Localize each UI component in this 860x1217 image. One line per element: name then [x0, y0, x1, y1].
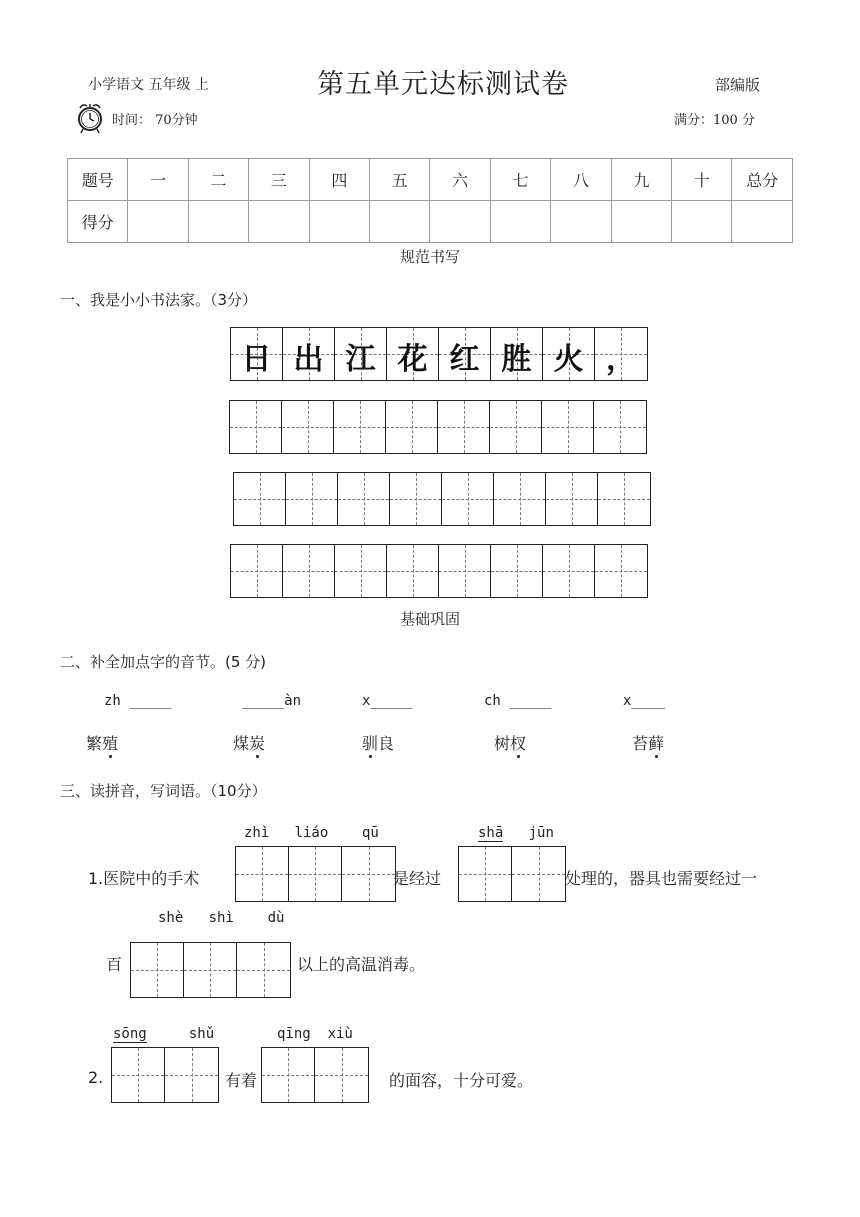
- table-cell: 七: [490, 159, 550, 201]
- writing-grid-row[interactable]: [233, 472, 651, 526]
- writing-cell[interactable]: [286, 473, 338, 525]
- writing-cell[interactable]: [512, 847, 565, 901]
- writing-cell[interactable]: [342, 847, 395, 901]
- model-char: 红: [449, 342, 480, 377]
- writing-grid-row[interactable]: [230, 544, 648, 598]
- writing-cell[interactable]: [289, 847, 342, 901]
- writing-cell[interactable]: [442, 473, 494, 525]
- pinyin-underlined: shā: [478, 825, 504, 841]
- model-cell: [283, 328, 335, 380]
- score-input-cell[interactable]: [249, 201, 309, 243]
- table-cell: 总分: [732, 159, 793, 201]
- q1-label: 一、我是小小书法家。（3分）: [60, 291, 258, 309]
- writing-cell[interactable]: [112, 1048, 165, 1102]
- pinyin-blank[interactable]: x_____: [362, 693, 413, 709]
- writing-cell[interactable]: [237, 943, 290, 997]
- copy-model-grid: [230, 327, 648, 381]
- page-title: 第五单元达标测试卷: [317, 69, 569, 100]
- writing-cell[interactable]: [490, 401, 542, 453]
- pinyin-syllable: shǔ: [188, 1026, 215, 1042]
- writing-cell[interactable]: [438, 401, 490, 453]
- sentence-text: 以上的高温消毒。: [297, 955, 426, 974]
- dotted-char: 杈: [510, 734, 527, 753]
- writing-cell[interactable]: [231, 545, 283, 597]
- sentence-text: 百: [106, 955, 123, 974]
- writing-cell[interactable]: [334, 401, 386, 453]
- sentence-text: 1.医院中的手术: [88, 869, 200, 888]
- answer-grid[interactable]: [261, 1047, 369, 1103]
- answer-grid[interactable]: [130, 942, 291, 998]
- section-basic-heading: 基础巩固: [399, 610, 460, 628]
- pinyin-prompt: shè shì dù: [158, 910, 285, 926]
- writing-cell[interactable]: [598, 473, 650, 525]
- model-char: 花: [397, 342, 428, 377]
- alarm-clock-icon: [77, 102, 103, 134]
- section-writing-heading: 规范书写: [399, 248, 460, 266]
- model-char: 出: [293, 342, 324, 377]
- pinyin-blank[interactable]: ch _____: [484, 693, 552, 709]
- writing-cell[interactable]: [131, 943, 184, 997]
- pinyin-prompt: [113, 1026, 214, 1042]
- pinyin-prompt: [478, 825, 554, 841]
- writing-cell[interactable]: [459, 847, 512, 901]
- writing-cell[interactable]: [184, 943, 237, 997]
- score-input-cell[interactable]: [611, 201, 671, 243]
- table-cell: 十: [672, 159, 732, 201]
- writing-cell[interactable]: [283, 545, 335, 597]
- writing-cell[interactable]: [390, 473, 442, 525]
- table-row: [68, 201, 793, 243]
- sentence-text: 有着: [225, 1071, 258, 1090]
- writing-cell[interactable]: [594, 401, 646, 453]
- score-input-cell[interactable]: [128, 201, 188, 243]
- score-input-cell[interactable]: [732, 201, 793, 243]
- score-input-cell[interactable]: [309, 201, 369, 243]
- writing-cell[interactable]: [542, 401, 594, 453]
- writing-cell[interactable]: [387, 545, 439, 597]
- writing-cell[interactable]: [234, 473, 286, 525]
- model-char: 江: [345, 342, 376, 377]
- writing-cell[interactable]: [165, 1048, 218, 1102]
- model-char: 火: [553, 342, 584, 377]
- table-cell: 三: [249, 159, 309, 201]
- model-cell: [335, 328, 387, 380]
- table-cell: 四: [309, 159, 369, 201]
- pinyin-blank[interactable]: zh _____: [104, 693, 172, 709]
- writing-cell[interactable]: [494, 473, 546, 525]
- word-item: [233, 731, 265, 754]
- writing-cell[interactable]: [386, 401, 438, 453]
- table-cell: 题号: [68, 159, 128, 201]
- writing-cell[interactable]: [491, 545, 543, 597]
- model-cell: [491, 328, 543, 380]
- table-cell: 九: [611, 159, 671, 201]
- pinyin-blank[interactable]: _____àn: [242, 693, 302, 709]
- time-limit: 时间： 70分钟: [112, 113, 198, 128]
- q2-label: 二、补全加点字的音节。(5 分): [60, 653, 267, 671]
- dotted-char: 炭: [249, 734, 266, 753]
- writing-cell[interactable]: [595, 545, 647, 597]
- model-cell: [543, 328, 595, 380]
- writing-grid-row[interactable]: [229, 400, 647, 454]
- subject-grade: 小学语文 五年级 上: [88, 77, 209, 93]
- writing-cell[interactable]: [439, 545, 491, 597]
- writing-cell[interactable]: [262, 1048, 315, 1102]
- sentence-text: 是经过: [393, 869, 442, 888]
- score-input-cell[interactable]: [672, 201, 732, 243]
- writing-cell[interactable]: [315, 1048, 368, 1102]
- sentence-text: 处理的，器具也需要经过一: [565, 869, 758, 888]
- sentence-text: 2.: [88, 1068, 104, 1087]
- table-cell: 二: [188, 159, 248, 201]
- score-table: [67, 158, 793, 243]
- table-cell: 八: [551, 159, 611, 201]
- model-char: 胜: [501, 342, 532, 377]
- model-cell: [231, 328, 283, 380]
- word-char: 繁: [86, 734, 103, 753]
- answer-grid[interactable]: [235, 846, 396, 902]
- model-cell: [387, 328, 439, 380]
- writing-cell[interactable]: [230, 401, 282, 453]
- dotted-char: 驯: [362, 734, 379, 753]
- word-item: [86, 731, 118, 754]
- writing-cell[interactable]: [543, 545, 595, 597]
- model-char: ，: [606, 342, 636, 377]
- q3-label: 三、读拼音，写词语。（10分）: [60, 782, 267, 800]
- word-char: 煤: [233, 734, 250, 753]
- word-char: 树: [494, 734, 511, 753]
- writing-cell[interactable]: [546, 473, 598, 525]
- pinyin-syllable: jūn: [528, 825, 554, 841]
- word-item: [362, 731, 394, 754]
- writing-cell[interactable]: [335, 545, 387, 597]
- table-row: [68, 159, 793, 201]
- table-cell: 六: [430, 159, 490, 201]
- pinyin-prompt: zhì liáo qū: [244, 825, 379, 841]
- pinyin-blank[interactable]: x____: [623, 693, 666, 709]
- edition-label: 部编版: [715, 76, 761, 94]
- table-cell: 五: [370, 159, 430, 201]
- pinyin-underlined: sōng: [113, 1026, 147, 1042]
- answer-grid[interactable]: [458, 846, 566, 902]
- writing-cell[interactable]: [338, 473, 390, 525]
- score-input-cell[interactable]: [370, 201, 430, 243]
- dotted-char: 藓: [648, 734, 665, 753]
- model-cell: [595, 328, 647, 380]
- model-char: 日: [241, 342, 272, 377]
- writing-cell[interactable]: [282, 401, 334, 453]
- full-score: 满分：100 分: [674, 113, 755, 128]
- score-input-cell[interactable]: [551, 201, 611, 243]
- writing-cell[interactable]: [236, 847, 289, 901]
- table-cell: 一: [128, 159, 188, 201]
- word-char: 苔: [632, 734, 649, 753]
- table-cell: 得分: [68, 201, 128, 243]
- score-input-cell[interactable]: [188, 201, 248, 243]
- word-item: [632, 731, 664, 754]
- pinyin-prompt: qīng xiù: [277, 1026, 353, 1042]
- answer-grid[interactable]: [111, 1047, 219, 1103]
- score-input-cell[interactable]: [490, 201, 550, 243]
- score-input-cell[interactable]: [430, 201, 490, 243]
- sentence-text: 的面容，十分可爱。: [389, 1071, 534, 1090]
- word-char: 良: [378, 734, 395, 753]
- word-item: [494, 731, 526, 754]
- model-cell: [439, 328, 491, 380]
- dotted-char: 殖: [102, 734, 119, 753]
